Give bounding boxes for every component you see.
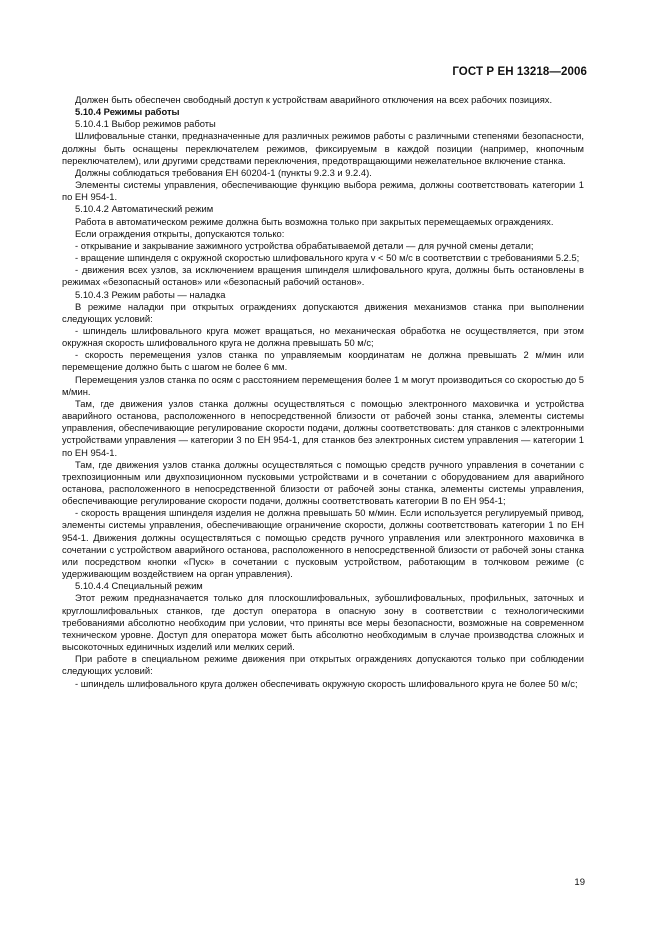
subsection-heading: 5.10.4.4 Специальный режим [75, 580, 203, 592]
list-item: - шпиндель шлифовального круга должен обеспечивать окружную скорость шлифовального круга не более 50 м/с; [75, 677, 578, 689]
subsection-heading: 5.10.4.3 Режим работы — наладка [75, 288, 226, 300]
paragraph: В режиме наладки при открытых ограждениях допускаются движения механизмов станка при выполнении следующих условий: [62, 300, 584, 324]
list-item: - движения всех узлов, за исключением вращения шпинделя шлифовального круга, должны быть остановлены в режимах «безопасный останов» или «безопасный рабочий останов». [62, 264, 584, 288]
paragraph: Должен быть обеспечен свободный доступ к устройствам аварийного отключения на всех рабочих позициях. [75, 94, 553, 105]
document-body [62, 94, 584, 690]
list-item: - скорость вращения шпинделя изделия не должна превышать 50 м/мин. Если используется регулируемый привод, элементы системы управления, обеспечивающие ограничение скорости, должны соответствовать категории 1 по ЕН 954-1. Движения должны осуществляться с помощью средств ручного управления или электронного маховичка в сочетании с устройством аварийного останова, расположенного в непосредственной близости от рабочей зоны станка или посредством кнопки «Пуск» в сочетании с пусковым устройством, работающим в толчковом режиме (с удерживающим воздействием на орган управления). [62, 507, 584, 580]
paragraph: Шлифовальные станки, предназначенные для различных режимов работы с различными степенями безопасности, должны быть оснащены переключателем режимов, фиксируемым в каждой позиции (например, кнопочным переключателем), или другими средствами переключения, предотвращающими нежелательное включение станка. [62, 130, 584, 166]
subsection-heading: 5.10.4.1 Выбор режимов работы [75, 118, 216, 130]
section-heading: 5.10.4 Режимы работы [75, 106, 180, 118]
list-item: - вращение шпинделя с окружной скоростью шлифовального круга v < 50 м/с в соответствии с требованиями 5.2.5; [75, 252, 580, 264]
paragraph: Этот режим предназначается только для плоскошлифовальных, зубошлифовальных, профильных, заточных и круглошлифовальных станков, где доступ оператора в опасную зону в соответствии с технологическими требованиями абсолютно необходим при условии, что приняты все меры безопасности, возможные на современном техническом уровне. Доступ для оператора может быть абсолютно необходимым в случае производства сложных и высокоточных единичных изделий или мелких серий. [62, 592, 584, 653]
standard-code-header: ГОСТ Р ЕН 13218—2006 [452, 66, 587, 78]
paragraph: Работа в автоматическом режиме должна быть возможна только при закрытых перемещаемых ограждениях. [75, 215, 554, 227]
paragraph: Элементы системы управления, обеспечивающие функцию выбора режима, должны соответствовать категории 1 по ЕН 954-1. [62, 179, 584, 203]
paragraph: Там, где движения узлов станка должны осуществляться с помощью электронного маховичка и устройства аварийного останова, расположенного в непосредственной близости от рабочей зоны станка, элементы системы управления, обеспечивающие регулирование скорости подачи, должны соответствовать: для станков с электронными устройствами управления — категории 3 по ЕН 954-1, для станков без электронных систем управления — категории 1 по ЕН 954-1. [62, 397, 584, 458]
list-item: - открывание и закрывание зажимного устройства обрабатываемой детали — для ручной смены детали; [75, 239, 534, 251]
paragraph: При работе в специальном режиме движения при открытых ограждениях допускаются только при соблюдении следующих условий: [62, 653, 584, 677]
list-item: - скорость перемещения узлов станка по управляемым координатам не должна превышать 2 м/мин или перемещение должно быть с шагом не более 6 мм. [62, 349, 584, 373]
subsection-heading: 5.10.4.2 Автоматический режим [75, 203, 214, 215]
page-number: 19 [574, 877, 585, 888]
paragraph: Если ограждения открыты, допускаются только: [75, 227, 285, 239]
list-item: - шпиндель шлифовального круга может вращаться, но механическая обработка не осуществляется, при этом окружная скорость шлифовального круга не должна превышать 50 м/с; [62, 324, 584, 349]
paragraph: Перемещения узлов станка по осям с расстоянием перемещения более 1 м могут производиться со скоростью до 5 м/мин. [62, 373, 584, 397]
paragraph: Там, где движения узлов станка должны осуществляться с помощью средств ручного управления в сочетании с трехпозиционным или двухпозиционном пусковыми устройствами и в сочетании с оборудованием для аварийного останова, расположенного в непосредственной близости от рабочей зоны станка, элементы системы управления, обеспечивающие регулирование скорости подачи, должны соответствовать категории В по ЕН 954-1; [62, 458, 584, 507]
paragraph: Должны соблюдаться требования ЕН 60204-1 (пункты 9.2.3 и 9.2.4). [75, 166, 372, 178]
